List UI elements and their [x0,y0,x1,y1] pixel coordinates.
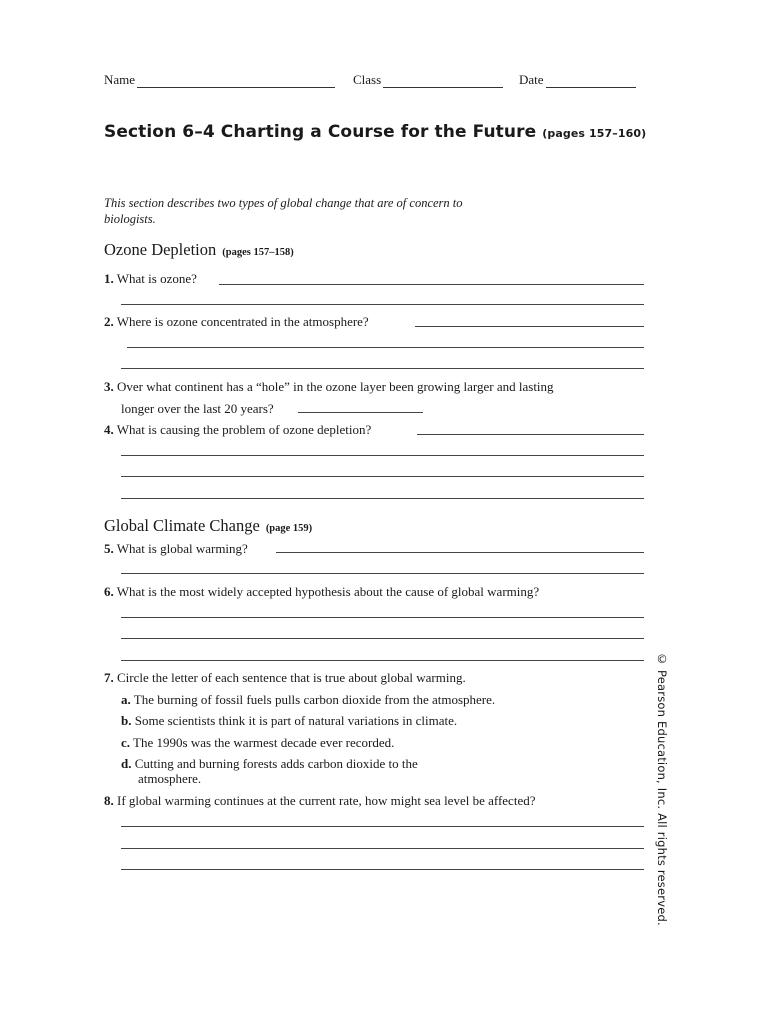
answer-line[interactable] [298,412,423,413]
class-field[interactable] [353,72,503,88]
option-letter[interactable]: d. [121,756,132,771]
option-letter[interactable]: c. [121,735,131,750]
question-text: What is the most widely accepted hypothesis about the cause of global warming? [116,584,540,599]
answer-line[interactable] [121,638,644,639]
section-heading-pages: (pages 157–158) [222,247,294,258]
question-5 [104,541,248,557]
answer-line[interactable] [121,573,644,574]
option-letter[interactable]: a. [121,692,131,707]
answer-line[interactable] [121,498,644,499]
answer-line[interactable] [415,326,644,327]
question-number: 2. [104,314,114,329]
question-text: If global warming continues at the current rate, how might sea level be affected? [117,793,536,808]
option-c[interactable] [121,735,394,751]
question-7 [104,670,466,686]
answer-line[interactable] [121,660,644,661]
question-number: 8. [104,793,114,808]
question-number: 6. [104,584,114,599]
answer-line[interactable] [121,848,644,849]
answer-line[interactable] [121,304,644,305]
question-text: Over what continent has a “hole” in the ozone layer been growing larger and lasting [117,379,554,394]
section-heading-text: Global Climate Change [104,516,260,535]
answer-line[interactable] [121,617,644,618]
option-text: The burning of fossil fuels pulls carbon dioxide from the atmosphere. [133,692,496,707]
option-d-continued: atmosphere. [138,771,202,786]
answer-line[interactable] [417,434,644,435]
section-heading-pages: (page 159) [265,523,313,534]
option-letter[interactable]: b. [121,713,132,728]
option-a[interactable] [121,692,495,708]
option-text: Cutting and burning forests adds carbon dioxide to the [134,756,418,771]
question-1 [104,271,197,287]
question-text: What is causing the problem of ozone depletion? [116,422,372,437]
question-3-continued: longer over the last 20 years? [121,401,274,416]
section-heading-text: Ozone Depletion [104,240,217,259]
question-number: 1. [104,271,114,286]
copyright-notice: © Pearson Education, Inc. All rights reserved. [655,652,669,926]
name-field[interactable] [104,72,335,88]
title-pages: (pages 157–160) [542,127,647,140]
name-blank[interactable] [137,73,335,88]
question-number: 5. [104,541,114,556]
answer-line[interactable] [121,869,644,870]
answer-line[interactable] [121,476,644,477]
option-text: The 1990s was the warmest decade ever recorded. [133,735,395,750]
section-heading-ozone [104,240,294,260]
question-number: 7. [104,670,114,685]
question-4 [104,422,371,438]
answer-line[interactable] [121,368,644,369]
section-heading-climate [104,516,312,536]
question-text: Circle the letter of each sentence that is true about global warming. [117,670,466,685]
question-3 [104,379,554,395]
question-text: What is global warming? [116,541,248,556]
question-text: What is ozone? [116,271,197,286]
question-number: 4. [104,422,114,437]
option-b[interactable] [121,713,457,729]
name-label: Name [104,72,136,87]
answer-line[interactable] [127,347,644,348]
answer-line[interactable] [276,552,644,553]
date-field[interactable] [519,72,636,88]
class-blank[interactable] [383,73,503,88]
answer-line[interactable] [121,826,644,827]
question-number: 3. [104,379,114,394]
intro-text: This section describes two types of global change that are of concern to biologists. [104,196,463,226]
option-d[interactable] [121,756,418,772]
option-text: Some scientists think it is part of natural variations in climate. [134,713,458,728]
date-blank[interactable] [546,73,636,88]
answer-line[interactable] [121,455,644,456]
question-text: Where is ozone concentrated in the atmosphere? [116,314,369,329]
title-text: Section 6–4 Charting a Course for the Future [104,122,537,142]
date-label: Date [519,72,544,87]
question-8 [104,793,535,809]
page-title [104,122,646,142]
class-label: Class [353,72,382,87]
question-6 [104,584,539,600]
answer-line[interactable] [219,284,644,285]
question-2 [104,314,369,330]
